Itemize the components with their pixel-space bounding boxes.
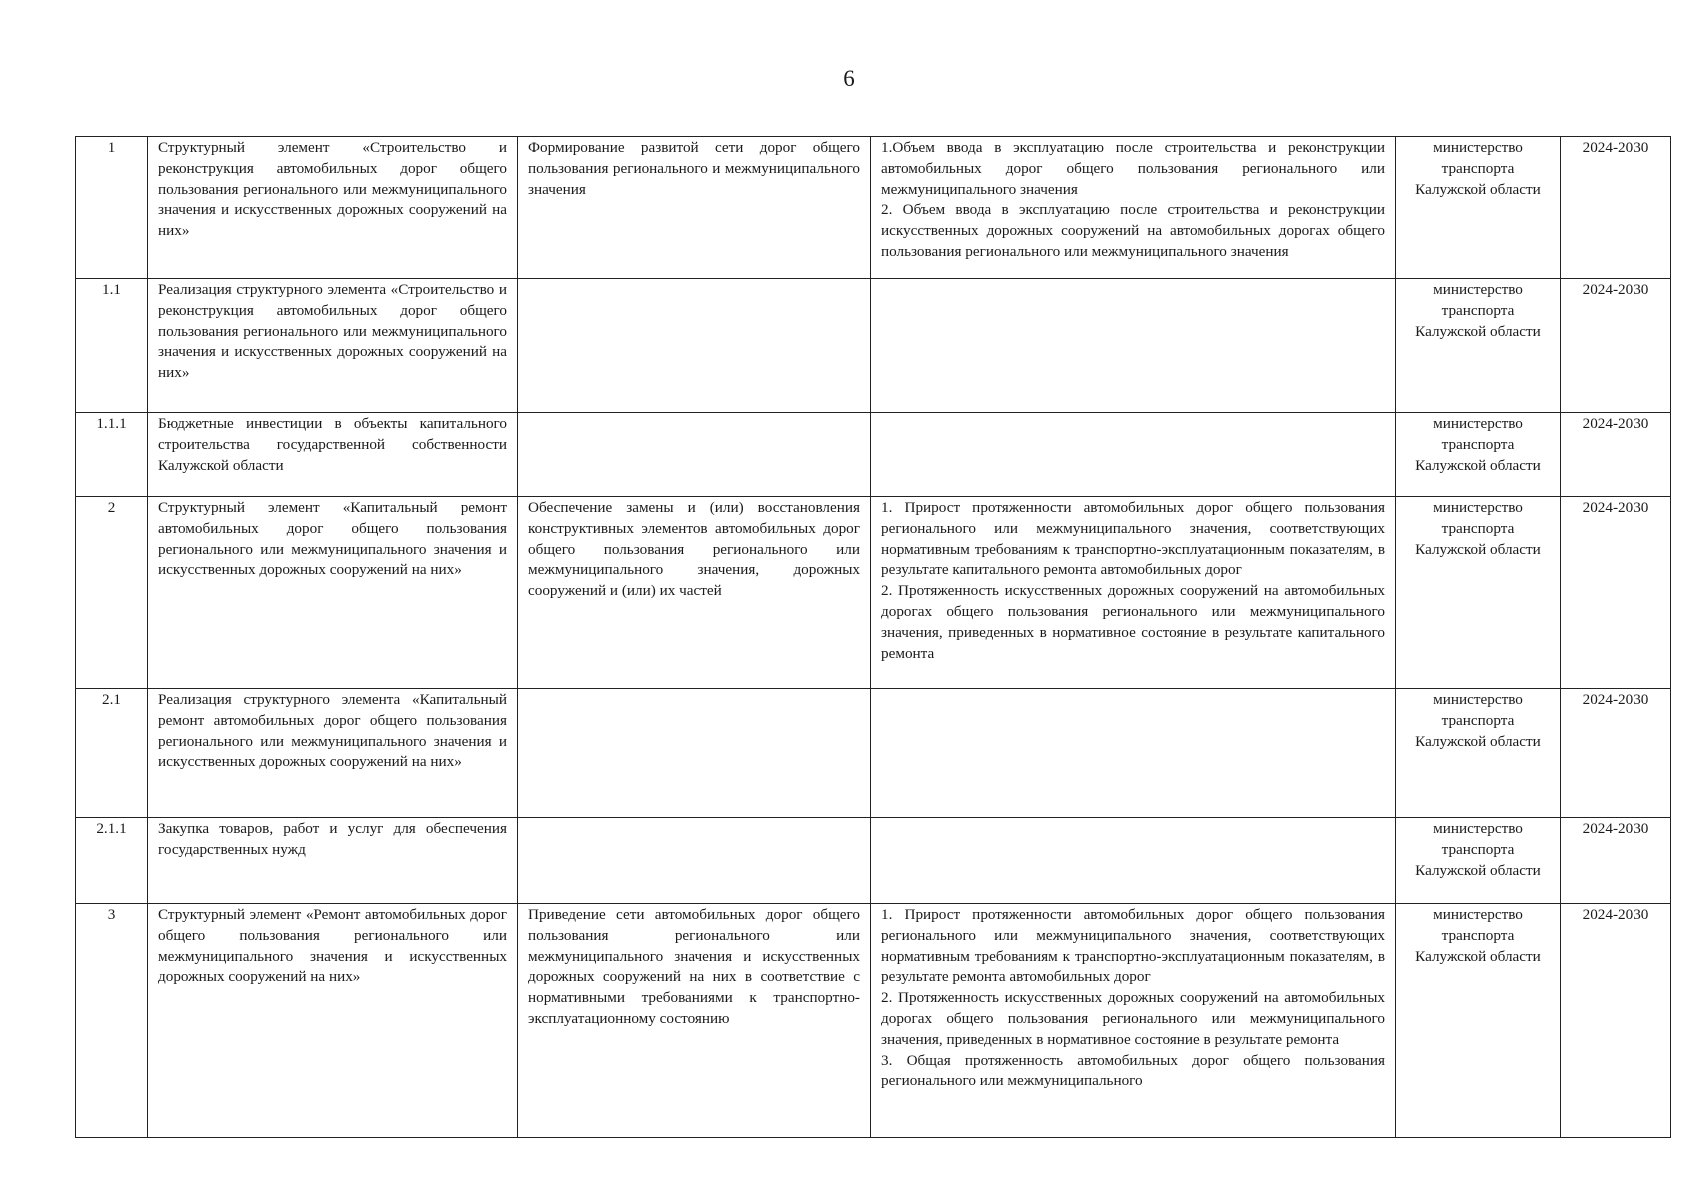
- responsible-cell: министерство транспорта Калужской области: [1396, 137, 1561, 279]
- period-cell: 2024-2030: [1561, 413, 1671, 497]
- indicator-item: 1. Прирост протяженности автомобильных дорог общего пользования регионального или межмуниципального значения, соответствующих нормативным требованиям к транспортно-эксплуатационным показателям, в результате ремонта автомобильных дорог: [881, 906, 1385, 986]
- row-number: 2.1: [76, 689, 148, 818]
- indicator-item: 2. Протяженность искусственных дорожных сооружений на автомобильных дорогах общего пользования регионального или межмуниципального значения, приведенных в нормативное состояние в результате ремонта: [881, 989, 1385, 1048]
- table-row: [76, 497, 1671, 689]
- row-number: 1.1.1: [76, 413, 148, 497]
- responsible-cell: министерство транспорта Калужской области: [1396, 497, 1561, 689]
- responsible-cell: министерство транспорта Калужской области: [1396, 904, 1561, 1138]
- period-cell: 2024-2030: [1561, 497, 1671, 689]
- responsible-cell: министерство транспорта Калужской области: [1396, 413, 1561, 497]
- indicators-cell: [871, 689, 1396, 818]
- row-number: 2: [76, 497, 148, 689]
- indicator-item: 1. Прирост протяженности автомобильных дорог общего пользования регионального или межмуниципального значения, соответствующих нормативным требованиям к транспортно-эксплуатационным показателям, в результате капитального ремонта автомобильных дорог: [881, 499, 1385, 579]
- indicator-item: 1.Объем ввода в эксплуатацию после строительства и реконструкции автомобильных дорог общего пользования регионального или межмуниципального значения: [881, 139, 1385, 198]
- structural-element-cell: Структурный элемент «Ремонт автомобильных дорог общего пользования регионального или межмуниципального значения и искусственных дорожных сооружений на них»: [148, 904, 518, 1138]
- structural-element-cell: Закупка товаров, работ и услуг для обеспечения государственных нужд: [148, 818, 518, 904]
- table-row: [76, 818, 1671, 904]
- task-cell: [518, 413, 871, 497]
- structural-element-cell: Бюджетные инвестиции в объекты капитального строительства государственной собственности Калужской области: [148, 413, 518, 497]
- period-cell: 2024-2030: [1561, 904, 1671, 1138]
- row-number: 3: [76, 904, 148, 1138]
- period-cell: 2024-2030: [1561, 279, 1671, 413]
- table-row: [76, 137, 1671, 279]
- structural-element-cell: Структурный элемент «Капитальный ремонт автомобильных дорог общего пользования регионального или межмуниципального значения и искусственных дорожных сооружений на них»: [148, 497, 518, 689]
- indicators-cell: [871, 904, 1396, 1138]
- table-row: [76, 689, 1671, 818]
- table-row: [76, 279, 1671, 413]
- indicators-cell: [871, 818, 1396, 904]
- indicators-cell: [871, 137, 1396, 279]
- structural-element-cell: Структурный элемент «Строительство и реконструкция автомобильных дорог общего пользования регионального или межмуниципального значения и искусственных дорожных сооружений на них»: [148, 137, 518, 279]
- page-number: 6: [843, 66, 855, 91]
- indicators-cell: [871, 279, 1396, 413]
- period-cell: 2024-2030: [1561, 137, 1671, 279]
- period-cell: 2024-2030: [1561, 818, 1671, 904]
- responsible-cell: министерство транспорта Калужской области: [1396, 689, 1561, 818]
- structural-element-cell: Реализация структурного элемента «Капитальный ремонт автомобильных дорог общего пользования регионального или межмуниципального значения и искусственных дорожных сооружений на них»: [148, 689, 518, 818]
- task-cell: Обеспечение замены и (или) восстановления конструктивных элементов автомобильных дорог общего пользования регионального или межмуниципального значения, дорожных сооружений и (или) их частей: [518, 497, 871, 689]
- task-cell: [518, 689, 871, 818]
- table-row: [76, 413, 1671, 497]
- table-row: [76, 904, 1671, 1138]
- indicator-item: 2. Протяженность искусственных дорожных сооружений на автомобильных дорогах общего пользования регионального или межмуниципального значения, приведенных в нормативное состояние в результате капитального ремонта: [881, 582, 1385, 662]
- indicator-item: 3. Общая протяженность автомобильных дорог общего пользования регионального или межмуниципального: [881, 1051, 1385, 1090]
- indicators-cell: [871, 413, 1396, 497]
- structural-elements-table: [75, 136, 1671, 1138]
- row-number: 1.1: [76, 279, 148, 413]
- indicator-item: 2. Объем ввода в эксплуатацию после строительства и реконструкции искусственных дорожных сооружений на автомобильных дорогах общего пользования регионального или межмуниципального значения: [881, 201, 1385, 260]
- structural-element-cell: Реализация структурного элемента «Строительство и реконструкция автомобильных дорог общего пользования регионального или межмуниципального значения и искусственных дорожных сооружений на них»: [148, 279, 518, 413]
- task-cell: [518, 279, 871, 413]
- task-cell: Приведение сети автомобильных дорог общего пользования регионального или межмуниципального значения и искусственных дорожных сооружений на них в соответствие с нормативными требованиями к транспортно-эксплуатационному состоянию: [518, 904, 871, 1138]
- indicators-cell: [871, 497, 1396, 689]
- task-cell: Формирование развитой сети дорог общего пользования регионального и межмуниципального значения: [518, 137, 871, 279]
- responsible-cell: министерство транспорта Калужской области: [1396, 818, 1561, 904]
- row-number: 1: [76, 137, 148, 279]
- row-number: 2.1.1: [76, 818, 148, 904]
- responsible-cell: министерство транспорта Калужской области: [1396, 279, 1561, 413]
- period-cell: 2024-2030: [1561, 689, 1671, 818]
- task-cell: [518, 818, 871, 904]
